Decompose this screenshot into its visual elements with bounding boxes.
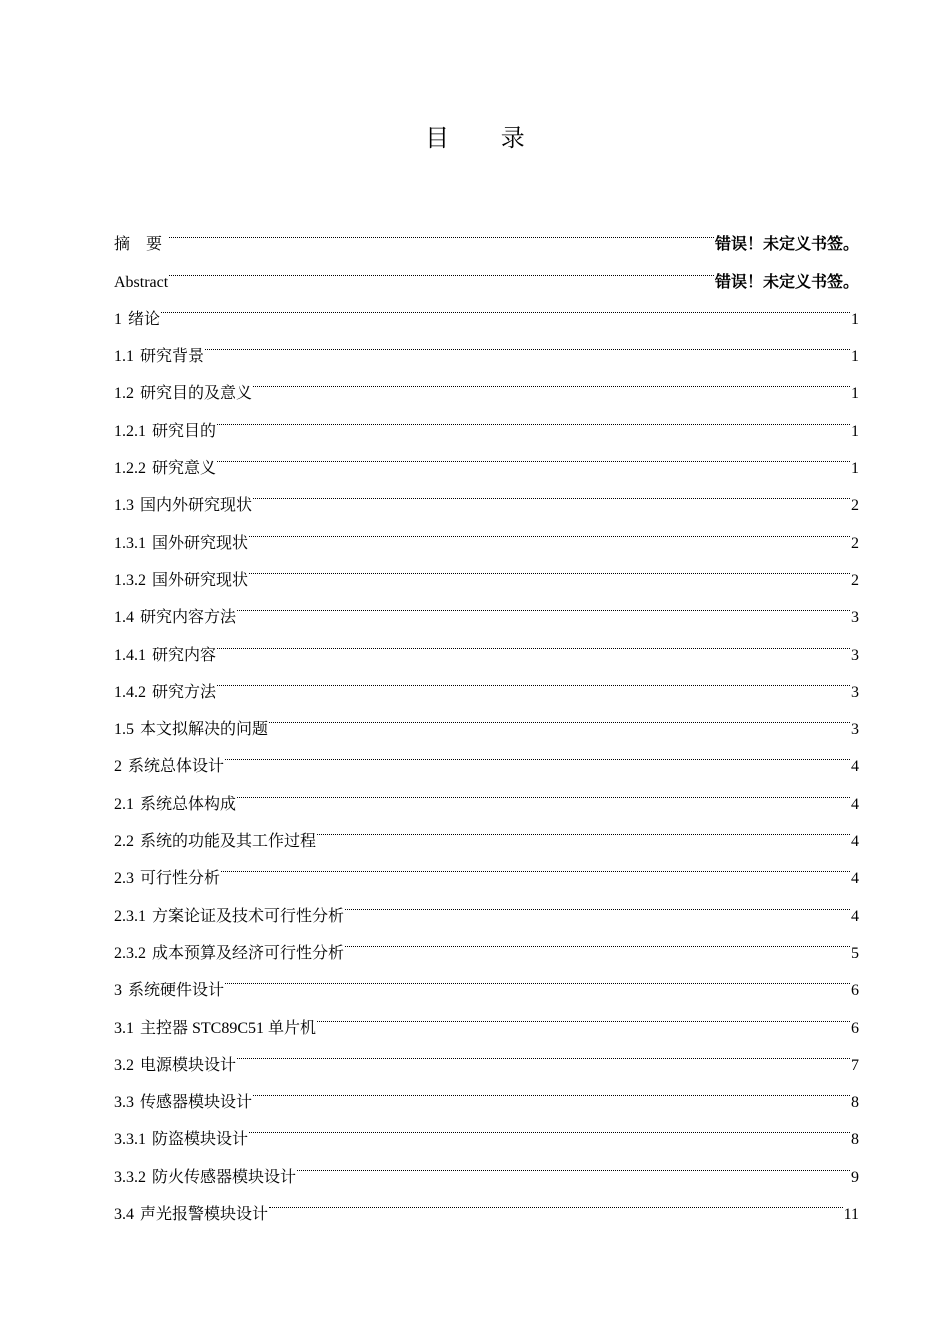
toc-entry-number: 2.3.2 [114, 944, 146, 962]
toc-dot-leader [297, 1144, 850, 1181]
toc-entry-page: 8 [851, 1094, 859, 1112]
toc-dot-leader [169, 249, 714, 286]
toc-entry[interactable] [114, 771, 859, 813]
toc-dot-leader [345, 883, 850, 920]
toc-entry-number: 2.3.1 [114, 907, 146, 925]
toc-entry-number: 3.2 [114, 1056, 134, 1074]
toc-entry-page: 2 [851, 534, 859, 552]
toc-entry[interactable] [114, 473, 859, 515]
toc-entry[interactable] [114, 324, 859, 366]
toc-entry-title: 绪论 [128, 310, 161, 328]
toc-entry-title: 本文拟解决的问题 [140, 721, 269, 739]
toc-entry-page: 4 [851, 795, 859, 813]
toc-entry-page: 错误！未定义书签。 [714, 271, 859, 291]
toc-entry-page: 错误！未定义书签。 [714, 234, 859, 254]
toc-entry-page: 1 [851, 385, 859, 403]
toc-entry-page: 6 [851, 982, 859, 1000]
toc-entry-title: 系统硬件设计 [128, 982, 225, 1000]
toc-entry-title: 系统的功能及其工作过程 [140, 833, 317, 851]
toc-dot-leader [169, 212, 714, 249]
toc-dot-leader [317, 995, 850, 1032]
toc-entry-number: 1.1 [114, 348, 134, 366]
toc-entry-number: 2.2 [114, 833, 134, 851]
toc-entry[interactable] [114, 958, 859, 1000]
toc-dot-leader [217, 436, 850, 473]
toc-entry-number: 1.2.1 [114, 422, 146, 440]
toc-dot-leader [237, 771, 850, 808]
toc-entry-title: 国外研究现状 [152, 571, 249, 589]
toc-dot-leader [269, 697, 850, 734]
toc-entry-title: 系统总体设计 [128, 758, 225, 776]
toc-entry-page: 3 [851, 609, 859, 627]
toc-entry-page: 4 [851, 758, 859, 776]
toc-entry-page: 3 [851, 646, 859, 664]
toc-dot-leader [217, 398, 850, 435]
toc-entry-page: 7 [851, 1056, 859, 1074]
toc-entry[interactable] [114, 697, 859, 739]
toc-entry-page: 2 [851, 497, 859, 515]
toc-entry-title: 防火传感器模块设计 [152, 1168, 297, 1186]
toc-entry[interactable] [114, 734, 859, 776]
toc-entry-number: 3.3 [114, 1094, 134, 1112]
toc-dot-leader [237, 1033, 850, 1070]
toc-dot-leader [317, 809, 850, 846]
toc-entry-title: 方案论证及技术可行性分析 [152, 907, 345, 925]
toc-entry-title: 研究目的及意义 [140, 385, 253, 403]
toc-entry[interactable] [114, 436, 859, 478]
toc-entry-title: 防盗模块设计 [152, 1131, 249, 1149]
toc-entry-number: 1.4.2 [114, 683, 146, 701]
toc-entry-title: 研究背景 [140, 348, 205, 366]
toc-entry-number: 1.2.2 [114, 460, 146, 478]
toc-entry[interactable] [114, 995, 859, 1037]
toc-entry-number: 2 [114, 758, 122, 776]
toc-dot-leader [249, 510, 850, 547]
toc-entry-page: 1 [851, 310, 859, 328]
toc-entry-number: 3 [114, 982, 122, 1000]
toc-entry-page: 4 [851, 833, 859, 851]
toc-entry-number: 1.3.2 [114, 571, 146, 589]
toc-entry-page: 4 [851, 907, 859, 925]
toc-entry-page: 11 [843, 1206, 859, 1224]
toc-entry[interactable] [114, 622, 859, 664]
toc-entry-page: 8 [851, 1131, 859, 1149]
toc-entry-title: 系统总体构成 [140, 795, 237, 813]
toc-dot-leader [253, 361, 850, 398]
toc-entry-page: 5 [851, 944, 859, 962]
toc-title: 目 录 [425, 124, 547, 152]
toc-dot-leader [205, 324, 850, 361]
toc-dot-leader [345, 921, 850, 958]
toc-entry-title: 成本预算及经济可行性分析 [152, 944, 345, 962]
toc-entry-number: 3.1 [114, 1019, 134, 1037]
toc-dot-leader [225, 958, 850, 995]
toc-entry-number: 3.4 [114, 1206, 134, 1224]
toc-entry[interactable] [114, 883, 859, 925]
toc-entry-number: 1.3.1 [114, 534, 146, 552]
toc-entry-title: 主控器 STC89C51 单片机 [140, 1019, 317, 1037]
toc-entry-title: 研究内容 [152, 646, 217, 664]
toc-entry-number: 1.2 [114, 385, 134, 403]
toc-entry-number: 1 [114, 310, 122, 328]
toc-entry[interactable] [114, 361, 859, 403]
toc-dot-leader [249, 1107, 850, 1144]
toc-dot-leader [253, 473, 850, 510]
toc-dot-leader [253, 1070, 850, 1107]
toc-entry-title: 研究内容方法 [140, 609, 237, 627]
toc-dot-leader [217, 660, 850, 697]
toc-dot-leader [225, 734, 850, 771]
toc-entry-page: 3 [851, 721, 859, 739]
toc-entry-page: 1 [851, 460, 859, 478]
toc-entry-page: 1 [851, 348, 859, 366]
toc-entry-title: 研究方法 [152, 683, 217, 701]
toc-entry[interactable] [114, 212, 859, 254]
toc-entry-page: 6 [851, 1019, 859, 1037]
toc-entry-page: 9 [851, 1168, 859, 1186]
toc-entry-number: 1.5 [114, 721, 134, 739]
toc-entry-number: 2.3 [114, 870, 134, 888]
toc-entry-number: 2.1 [114, 795, 134, 813]
toc-dot-leader [249, 548, 850, 585]
toc-entry-title: 声光报警模块设计 [140, 1206, 269, 1224]
toc-entry-number: 1.4 [114, 609, 134, 627]
toc-entry-title: 研究意义 [152, 460, 217, 478]
toc-entry-title: 国内外研究现状 [140, 497, 253, 515]
toc-entry-title: 电源模块设计 [140, 1056, 237, 1074]
toc-entry-title: 传感器模块设计 [140, 1094, 253, 1112]
toc-entry-number: 1.4.1 [114, 646, 146, 664]
toc-list [114, 212, 859, 1224]
toc-entry-number: 3.3.1 [114, 1131, 146, 1149]
toc-entry[interactable] [114, 287, 859, 328]
toc-entry[interactable] [114, 398, 859, 440]
toc-entry-page: 2 [851, 571, 859, 589]
toc-dot-leader [237, 585, 850, 622]
toc-entry-page: 4 [851, 870, 859, 888]
toc-entry-title: Abstract [114, 273, 169, 291]
toc-entry-title: 摘 要 [114, 236, 169, 254]
toc-entry-number: 3.3.2 [114, 1168, 146, 1186]
toc-entry-page: 1 [851, 422, 859, 440]
toc-entry[interactable] [114, 660, 859, 701]
toc-entry[interactable] [114, 846, 859, 888]
toc-entry-page: 3 [851, 683, 859, 701]
toc-dot-leader [161, 287, 850, 324]
toc-entry-title: 研究目的 [152, 422, 217, 440]
toc-entry-title: 可行性分析 [140, 870, 221, 888]
toc-dot-leader [217, 622, 850, 659]
toc-dot-leader [221, 846, 850, 883]
toc-entry-title: 国外研究现状 [152, 534, 249, 552]
toc-dot-leader [269, 1182, 843, 1219]
toc-entry-number: 1.3 [114, 497, 134, 515]
